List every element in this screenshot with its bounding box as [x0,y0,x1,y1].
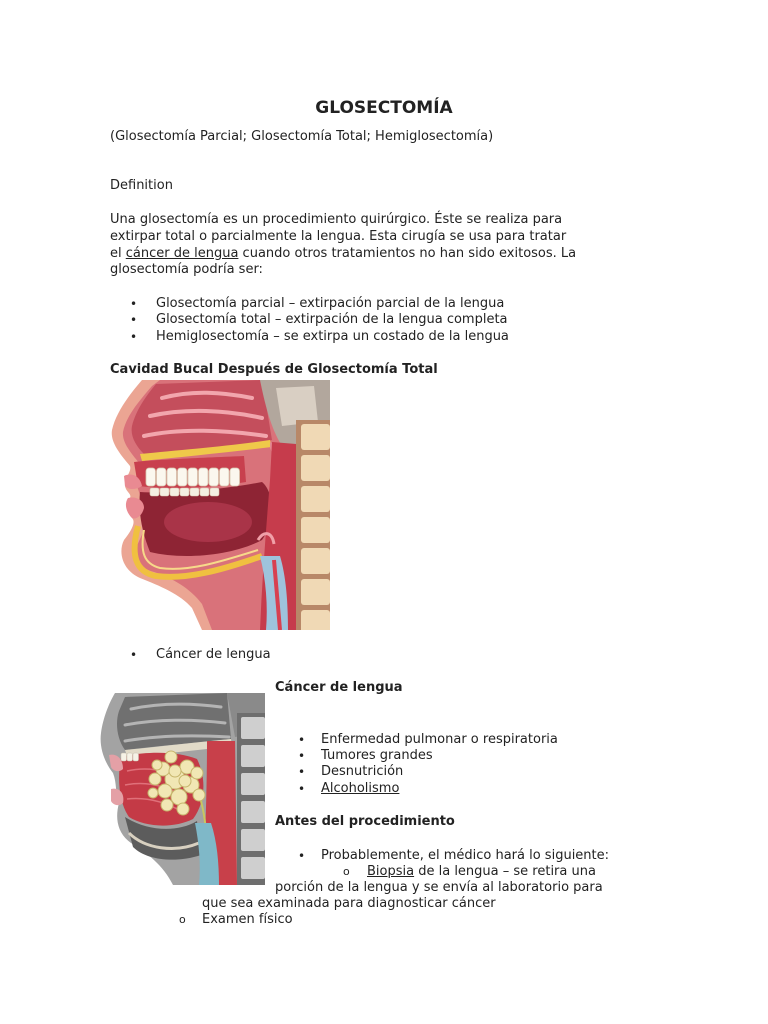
lower-tooth [170,488,179,496]
cancer-de-lengua-link[interactable]: cáncer de lengua [125,246,239,261]
bullet-icon: • [298,849,306,863]
biopsia-link[interactable]: Biopsia [367,864,415,879]
oral-cavity-floor [164,502,252,542]
definition-line-3 [110,246,576,262]
tooth [133,753,139,761]
upper-tooth [220,468,230,486]
tumor-nodule [191,767,203,779]
biopsy-line-1-text: de la lengua – se retira una [414,864,596,879]
vertebra [301,517,330,543]
upper-tooth [157,468,167,486]
bullet-icon: • [130,330,138,344]
tongue-cancer-illustration [95,693,265,885]
vertebra [241,801,265,823]
before-procedure-intro: Probablemente, el médico hará lo siguiente: [321,848,610,863]
list-item-risk: Desnutrición [321,764,404,779]
list-item-cancer: Cáncer de lengua [156,647,271,662]
sub-bullet-icon: o [179,913,186,926]
list-item-type-total: Glosectomía total – extirpación de la lengua completa [156,312,508,327]
upper-tooth [146,468,156,486]
vertebra [301,455,330,481]
upper-tooth [209,468,219,486]
tumor-nodule [161,799,173,811]
bullet-icon: • [130,313,138,327]
biopsy-line-3: que sea examinada para diagnosticar cáncer [202,896,496,911]
lower-tooth [150,488,159,496]
vertebra [241,773,265,795]
tumor-nodule [148,788,158,798]
definition-heading: Definition [110,178,173,193]
tumor-nodule [177,803,189,815]
vertebra [241,745,265,767]
cancer-heading: Cáncer de lengua [275,680,403,695]
vertebra [301,610,330,630]
lower-tooth [210,488,219,496]
tumor-nodule [152,760,162,770]
upper-tooth [188,468,198,486]
bullet-icon: • [130,297,138,311]
alcoholismo-link[interactable]: Alcoholismo [321,781,400,796]
tumor-nodule [193,789,205,801]
definition-line-2: extirpar total o parcialmente la lengua. Esta cirugía se usa para tratar [110,229,567,244]
teeth [121,753,139,761]
tooth [127,753,133,761]
tumor-nodule [179,775,191,787]
definition-line-3-before: el [110,246,126,261]
upper-tooth [167,468,177,486]
bullet-icon: • [298,765,306,779]
definition-line-4: glosectomía podría ser: [110,262,263,277]
bullet-icon: • [130,648,138,662]
tumor-nodule [171,789,187,805]
upper-tooth [178,468,188,486]
bullet-icon: • [298,749,306,763]
vertebra [301,486,330,512]
list-item-type-partial: Glosectomía parcial – extirpación parcial de la lengua [156,296,505,311]
definition-line-3-after: cuando otros tratamientos no han sido exitosos. La [238,246,577,261]
list-item-risk: Tumores grandes [321,748,433,763]
exam-item: Examen físico [202,912,293,927]
biopsy-line-1 [367,864,596,880]
vertebra [301,579,330,605]
upper-tooth [199,468,209,486]
biopsy-line-2: porción de la lengua y se envía al laboratorio para [275,880,603,895]
lower-tooth [190,488,199,496]
bullet-icon: • [298,782,306,796]
upper-tooth [230,468,240,486]
page-title: GLOSECTOMÍA [315,98,453,118]
list-item-risk: Enfermedad pulmonar o respiratoria [321,732,558,747]
vertebra [241,717,265,739]
vertebra [301,424,330,450]
vertebra [241,829,265,851]
figure-total-heading: Cavidad Bucal Después de Glosectomía Total [110,362,438,377]
before-procedure-heading: Antes del procedimiento [275,814,455,829]
tumor-nodule [169,765,181,777]
bullet-icon: • [298,733,306,747]
tooth [121,753,127,761]
definition-line-1: Una glosectomía es un procedimiento quirúrgico. Éste se realiza para [110,212,563,227]
tumor-nodule [165,751,177,763]
lower-tooth [180,488,189,496]
lower-tooth [200,488,209,496]
tumor-nodule [158,784,172,798]
vertebra [301,548,330,574]
tumor-nodule [149,773,161,785]
sub-bullet-icon: o [343,865,350,878]
list-item-type-hemi: Hemiglosectomía – se extirpa un costado de la lengua [156,329,509,344]
page-subtitle: (Glosectomía Parcial; Glosectomía Total; Hemiglosectomía) [110,129,494,144]
vertebra [241,857,265,879]
oral-cavity-total-glossectomy-illustration [110,380,330,630]
lower-tooth [160,488,169,496]
